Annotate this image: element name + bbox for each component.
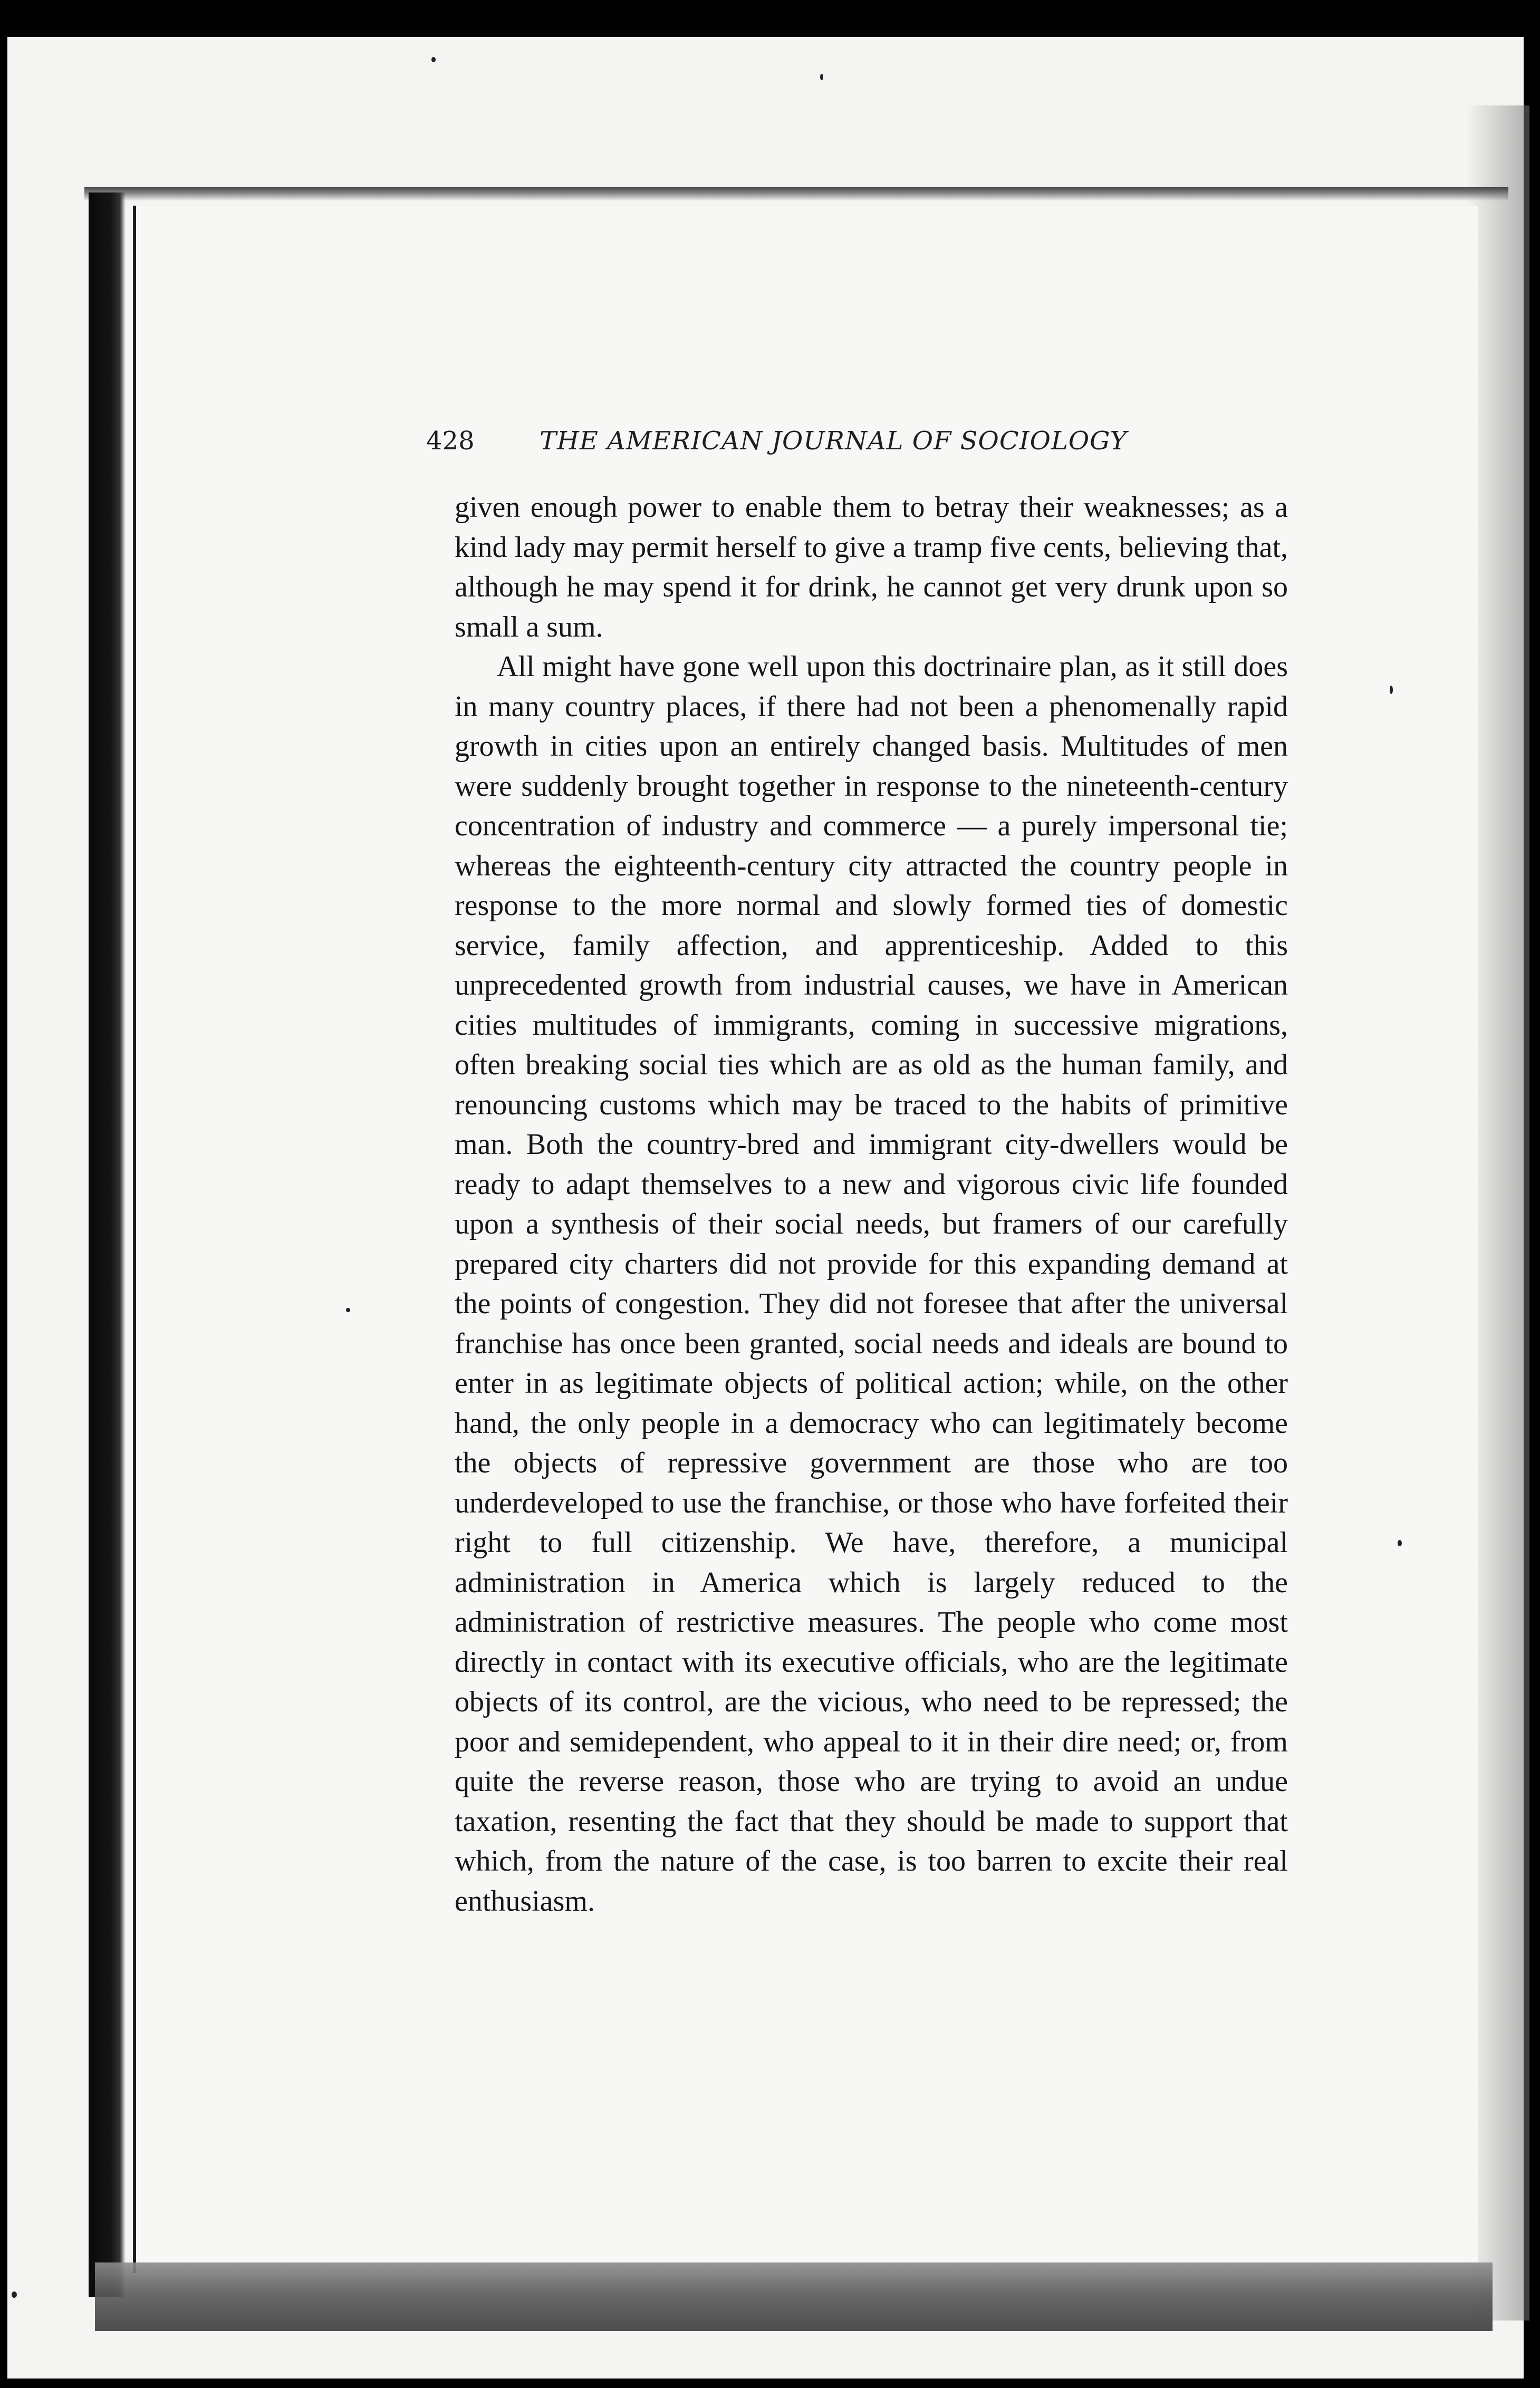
running-header [426,426,1191,456]
scan-speck [12,2291,17,2298]
page-left-rule [133,206,136,2273]
journal-title: THE AMERICAN JOURNAL OF SOCIOLOGY [540,426,1128,456]
scan-speck [1390,686,1393,694]
page-left-border [89,192,126,2297]
scan-speck [820,74,823,80]
page-top-edge [84,187,1508,201]
paragraph: given enough power to enable them to betray their weaknesses; as a kind lady may permit herself to give a tramp five cents, believing that, although he may spend it for drink, he cannot get very drunk upon so small a sum. [455,491,1288,643]
scan-speck [1398,1540,1402,1546]
scan-speck [431,57,436,62]
body-text [455,488,1288,1921]
page-number: 428 [426,426,475,456]
page-bottom-edge [95,2262,1493,2331]
paragraph: All might have gone well upon this doctrinaire plan, as it still does in many country places, if there had not been a phenomenally rapid growth in cities upon an entirely changed basis. Multitudes of men were suddenly brought together in response to the nineteenth-century concentration of industry and commerce — a purely impersonal tie; whereas the eighteenth-century city attracted the country people in response to the more normal and slowly formed ties of domestic service, family affection, and apprenticeship. Added to this unprecedented growth from industrial causes, we have in American cities multitudes of immigrants, coming in successive migrations, often breaking social ties which are as old as the human family, and renouncing customs which may be traced to the habits of primitive man. Both the country-bred and immigrant city-dwellers would be ready to adapt themselves to a new and vigorous civic life founded upon a synthesis of their social needs, but framers of our carefully prepared city charters did not provide for this expanding demand at the points of congestion. They did not foresee that after the universal franchise has once been granted, social needs and ideals are bound to enter in as legitimate objects of political action; while, on the other hand, the only people in a democracy who can legitimately become the objects of repressive government are those who are too underdeveloped to use the franchise, or those who have forfeited their right to full citizenship. We have, therefore, a municipal administration in America which is largely reduced to the administration of restrictive measures. The people who come most directly in contact with its executive officials, who are the legitimate objects of its control, are the vicious, who need to be repressed; the poor and semidependent, who appeal to it in their dire need; or, from quite the reverse reason, those who are trying to avoid an undue taxation, resenting the fact that they should be made to support that which, from the nature of the case, is too barren to excite their real enthusiasm. [455,650,1288,1918]
scan-speck [346,1308,350,1312]
